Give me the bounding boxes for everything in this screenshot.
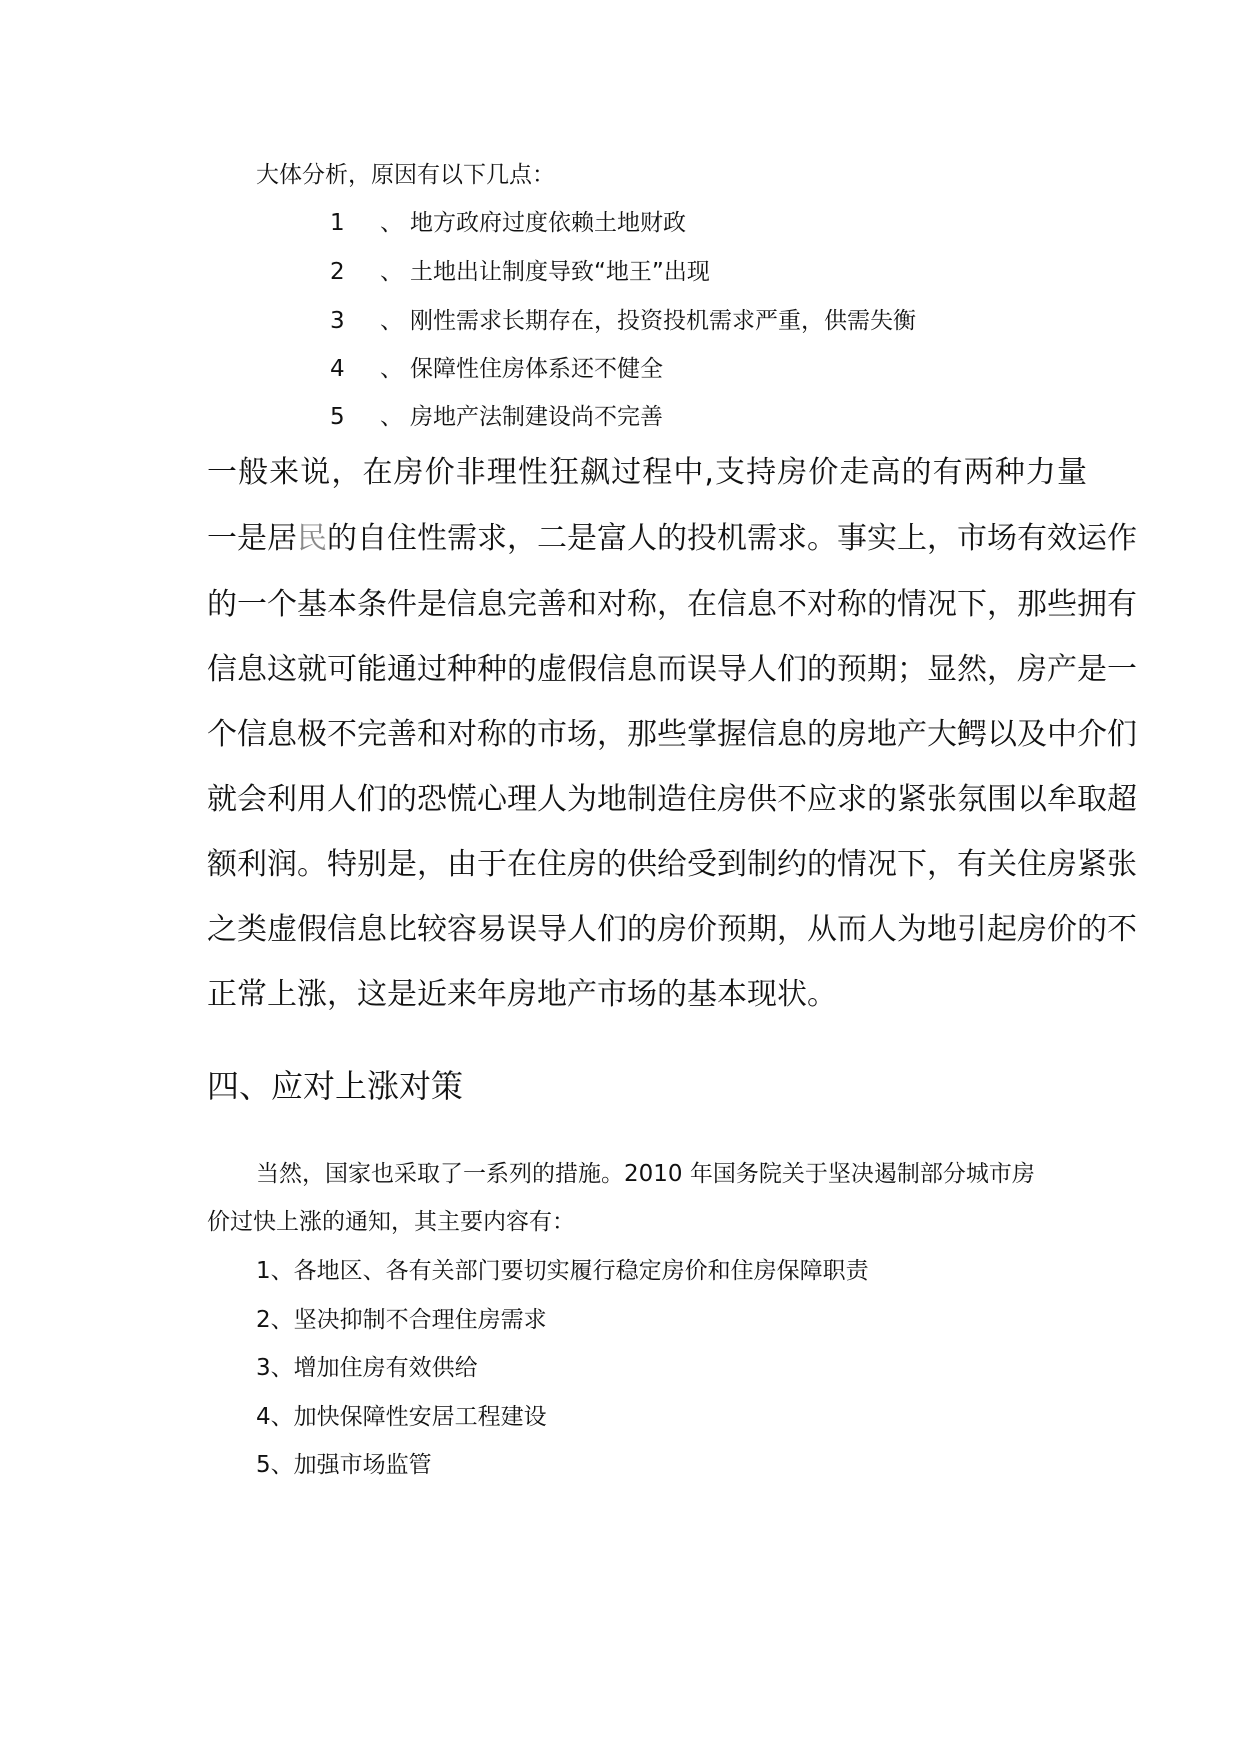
reason-item [330, 261, 710, 284]
measure-item: 1、各地区、各有关部门要切实履行稳定房价和住房保障职责 [256, 1258, 869, 1284]
reason-text: 刚性需求长期存在，投资投机需求严重，供需失衡 [410, 308, 916, 334]
reason-item [330, 310, 916, 333]
measure-item: 2、坚决抑制不合理住房需求 [256, 1307, 547, 1333]
reason-separator: 、 [380, 356, 403, 382]
paragraph-line [207, 521, 1137, 556]
paragraph-line: 一般来说，在房价非理性狂飙过程中,支持房价走高的有两种力量 [207, 455, 1087, 490]
reason-number: 4 [330, 356, 345, 382]
reason-text: 地方政府过度依赖土地财政 [410, 210, 686, 236]
reason-number: 2 [330, 259, 345, 285]
reason-separator: 、 [380, 404, 403, 430]
paragraph-line: 就会利用人们的恐慌心理人为地制造住房供不应求的紧张氛围以牟取超 [207, 782, 1137, 817]
intro-text: 大体分析，原因有以下几点： [256, 162, 555, 188]
measure-item: 4、加快保障性安居工程建设 [256, 1404, 547, 1430]
paragraph-line: 信息这就可能通过种种的虚假信息而误导人们的预期；显然，房产是一 [207, 652, 1137, 687]
policy-line: 价过快上涨的通知，其主要内容有： [207, 1209, 575, 1235]
reason-text: 保障性住房体系还不健全 [410, 356, 663, 382]
paragraph-line: 额利润。特别是，由于在住房的供给受到制约的情况下，有关住房紧张 [207, 847, 1137, 882]
paragraph-line-part: 的自住性需求，二是富人的投机需求。事实上，市场有效运作 [327, 521, 1137, 556]
section-heading: 四、应对上涨对策 [207, 1067, 464, 1105]
reason-item [330, 212, 686, 235]
reason-number: 3 [330, 308, 345, 334]
measure-item: 5、加强市场监管 [256, 1452, 432, 1478]
reason-item [330, 358, 663, 381]
reason-separator: 、 [380, 259, 403, 285]
reason-text: 土地出让制度导致“地王”出现 [410, 259, 710, 285]
reason-separator: 、 [380, 308, 403, 334]
paragraph-line: 个信息极不完善和对称的市场，那些掌握信息的房地产大鳄以及中介们 [207, 717, 1137, 752]
paragraph-line-part: 一是居 [207, 521, 297, 556]
faded-character: 民 [297, 521, 327, 556]
reason-text: 房地产法制建设尚不完善 [410, 404, 663, 430]
reason-item [330, 406, 663, 429]
reason-number: 5 [330, 404, 345, 430]
paragraph-line: 的一个基本条件是信息完善和对称，在信息不对称的情况下，那些拥有 [207, 587, 1137, 622]
measure-item: 3、增加住房有效供给 [256, 1355, 478, 1381]
reason-separator: 、 [380, 210, 403, 236]
reason-number: 1 [330, 210, 345, 236]
policy-line: 当然，国家也采取了一系列的措施。2010 年国务院关于坚决遏制部分城市房 [256, 1161, 1035, 1187]
paragraph-line: 正常上涨，这是近来年房地产市场的基本现状。 [207, 977, 837, 1012]
paragraph-line: 之类虚假信息比较容易误导人们的房价预期，从而人为地引起房价的不 [207, 912, 1137, 947]
